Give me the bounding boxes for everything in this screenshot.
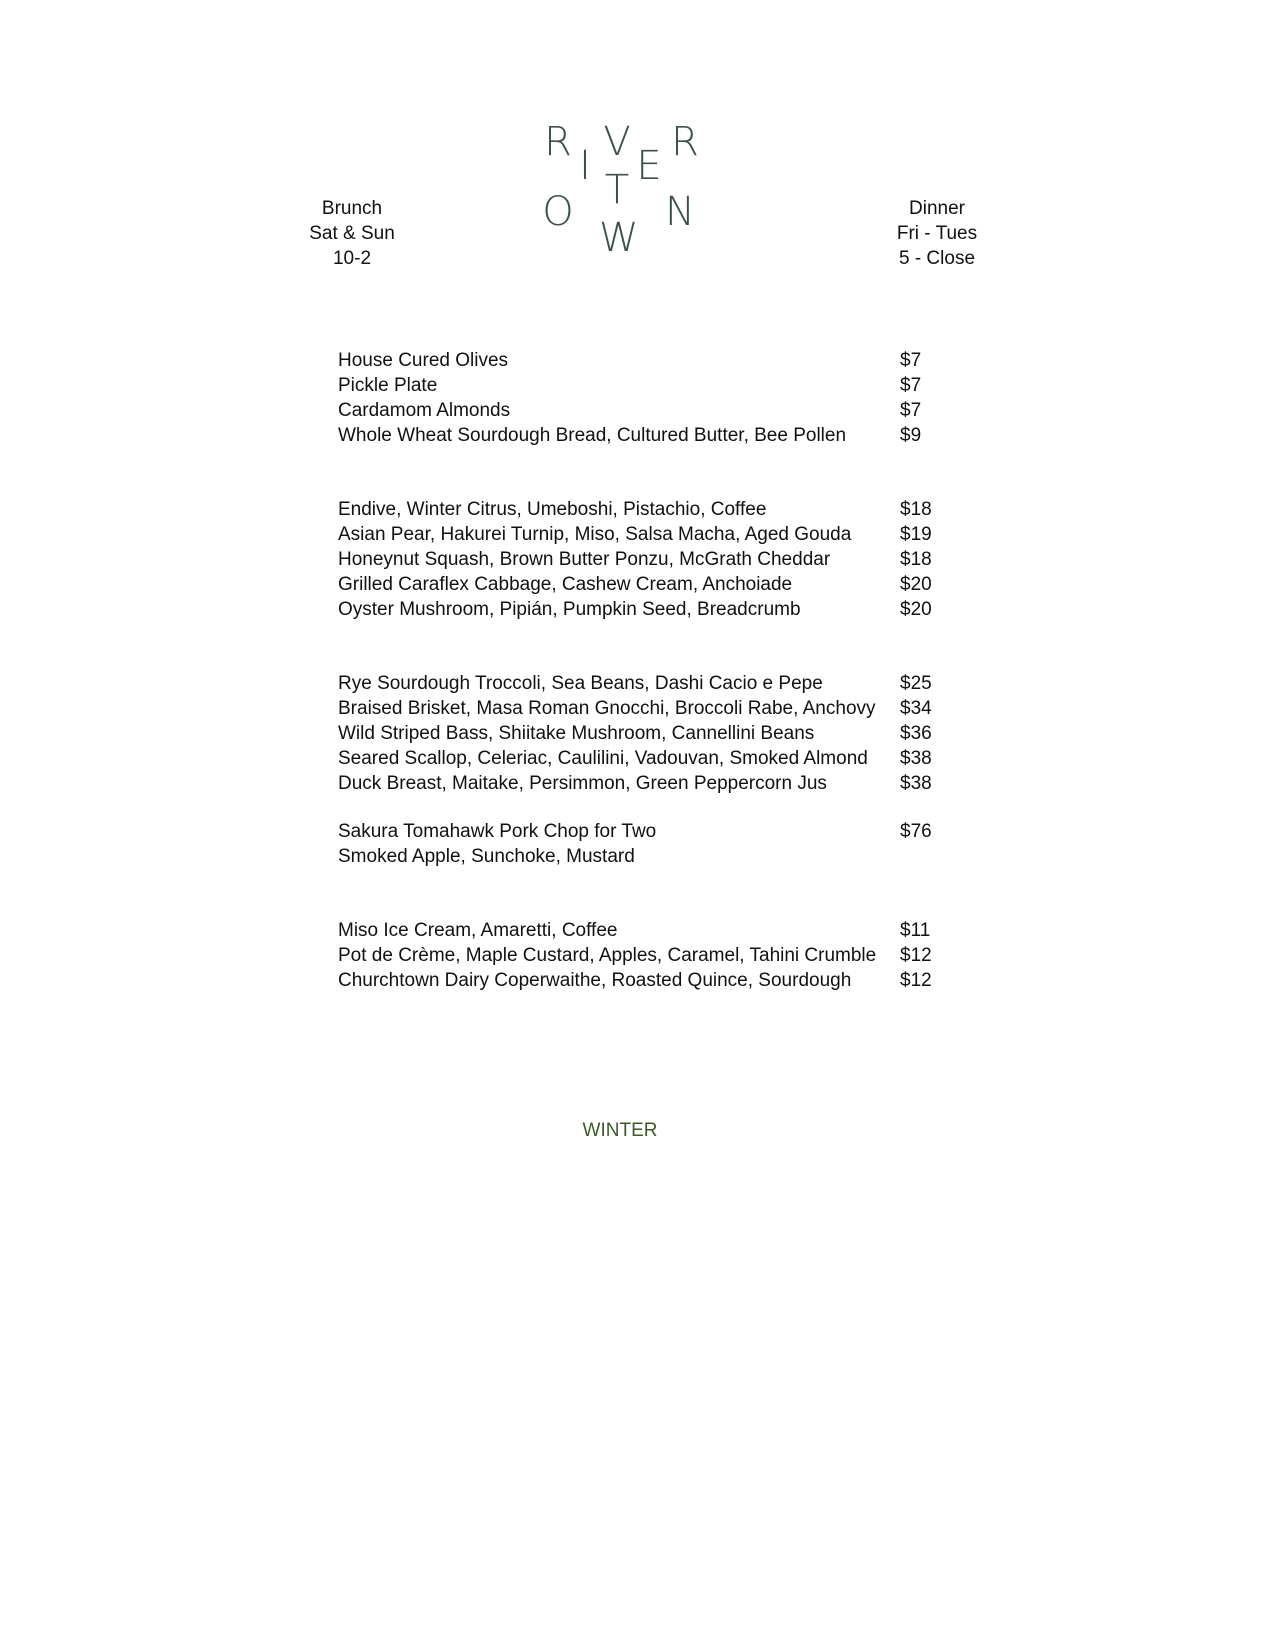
- dish-price: $7: [900, 350, 922, 371]
- menu-item: [338, 771, 958, 796]
- menu-item-subline: [338, 844, 958, 869]
- dish-price: $18: [900, 499, 932, 520]
- logo-letter: R: [671, 119, 699, 165]
- logo-letter: V: [603, 119, 631, 165]
- dish-price: $9: [900, 425, 922, 446]
- season-label: WINTER: [582, 1120, 658, 1141]
- section-spacer: [338, 796, 958, 819]
- menu-item: [338, 918, 958, 943]
- dish-price: $7: [900, 400, 922, 421]
- dish-price: $12: [900, 970, 932, 991]
- section-spacer: [338, 448, 958, 497]
- dish-name: Endive, Winter Citrus, Umeboshi, Pistachio, Coffee: [338, 499, 767, 520]
- dish-name: Braised Brisket, Masa Roman Gnocchi, Broccoli Rabe, Anchovy: [338, 698, 876, 719]
- menu-item: [338, 671, 958, 696]
- rivertown-logo: [540, 118, 720, 270]
- dish-price: $76: [900, 821, 932, 842]
- dish-price: $20: [900, 574, 932, 595]
- menu-item: [338, 819, 958, 844]
- menu-item: [338, 398, 958, 423]
- brunch-hours-days: Sat & Sun: [309, 223, 395, 244]
- dish-name: Pot de Crème, Maple Custard, Apples, Caramel, Tahini Crumble: [338, 945, 877, 966]
- dish-price: $20: [900, 599, 932, 620]
- section-spacer: [338, 622, 958, 671]
- dish-name: Churchtown Dairy Coperwaithe, Roasted Quince, Sourdough: [338, 970, 852, 991]
- brunch-hours-time: 10-2: [332, 248, 372, 269]
- logo-letter: R: [544, 119, 572, 165]
- dish-price: $36: [900, 723, 932, 744]
- dish-name: Duck Breast, Maitake, Persimmon, Green Peppercorn Jus: [338, 773, 827, 794]
- logo-letter: O: [542, 189, 574, 235]
- menu-item: [338, 968, 958, 993]
- dinner-hours-days: Fri - Tues: [896, 223, 978, 244]
- dish-name: House Cured Olives: [338, 350, 509, 371]
- dish-price: $34: [900, 698, 932, 719]
- menu-item: [338, 572, 958, 597]
- dish-name: Pickle Plate: [338, 375, 438, 396]
- logo-letter: N: [665, 189, 695, 235]
- menu-item: [338, 746, 958, 771]
- dish-name: Miso Ice Cream, Amaretti, Coffee: [338, 920, 618, 941]
- dish-name: Grilled Caraflex Cabbage, Cashew Cream, Anchoiade: [338, 574, 793, 595]
- logo-letter: W: [599, 215, 639, 261]
- dinner-hours: [878, 196, 996, 271]
- menu-item: [338, 943, 958, 968]
- menu-item: [338, 721, 958, 746]
- logo-letter: T: [604, 167, 630, 213]
- brunch-hours: [296, 196, 408, 271]
- dinner-hours-time: 5 - Close: [898, 248, 976, 269]
- dish-price: $25: [900, 673, 932, 694]
- dish-price: $38: [900, 773, 932, 794]
- dish-name: Oyster Mushroom, Pipián, Pumpkin Seed, Breadcrumb: [338, 599, 801, 620]
- dinner-hours-title: Dinner: [909, 198, 965, 219]
- menu-item: [338, 348, 958, 373]
- logo-letter: E: [636, 143, 662, 189]
- dish-price: $38: [900, 748, 932, 769]
- logo-letter: I: [579, 143, 591, 189]
- dish-price: $19: [900, 524, 932, 545]
- menu-item: [338, 373, 958, 398]
- dish-name: Wild Striped Bass, Shiitake Mushroom, Cannellini Beans: [338, 723, 815, 744]
- brunch-hours-title: Brunch: [321, 198, 383, 219]
- dish-name: Sakura Tomahawk Pork Chop for Two: [338, 821, 657, 842]
- dish-price: $11: [900, 920, 931, 941]
- menu-item: [338, 597, 958, 622]
- dish-name: Whole Wheat Sourdough Bread, Cultured Butter, Bee Pollen: [338, 425, 847, 446]
- dish-price: $7: [900, 375, 922, 396]
- section-spacer: [338, 869, 958, 918]
- dish-name: Smoked Apple, Sunchoke, Mustard: [338, 846, 635, 867]
- dish-price: $18: [900, 549, 932, 570]
- dish-name: Cardamom Almonds: [338, 400, 511, 421]
- dish-name: Rye Sourdough Troccoli, Sea Beans, Dashi Cacio e Pepe: [338, 673, 823, 694]
- dish-price: $12: [900, 945, 932, 966]
- dish-name: Honeynut Squash, Brown Butter Ponzu, McGrath Cheddar: [338, 549, 831, 570]
- menu-item: [338, 696, 958, 721]
- menu-list: [338, 348, 958, 993]
- menu-item: [338, 497, 958, 522]
- menu-item: [338, 522, 958, 547]
- dish-name: Asian Pear, Hakurei Turnip, Miso, Salsa Macha, Aged Gouda: [338, 524, 852, 545]
- menu-item: [338, 423, 958, 448]
- dish-name: Seared Scallop, Celeriac, Caulilini, Vadouvan, Smoked Almond: [338, 748, 868, 769]
- menu-item: [338, 547, 958, 572]
